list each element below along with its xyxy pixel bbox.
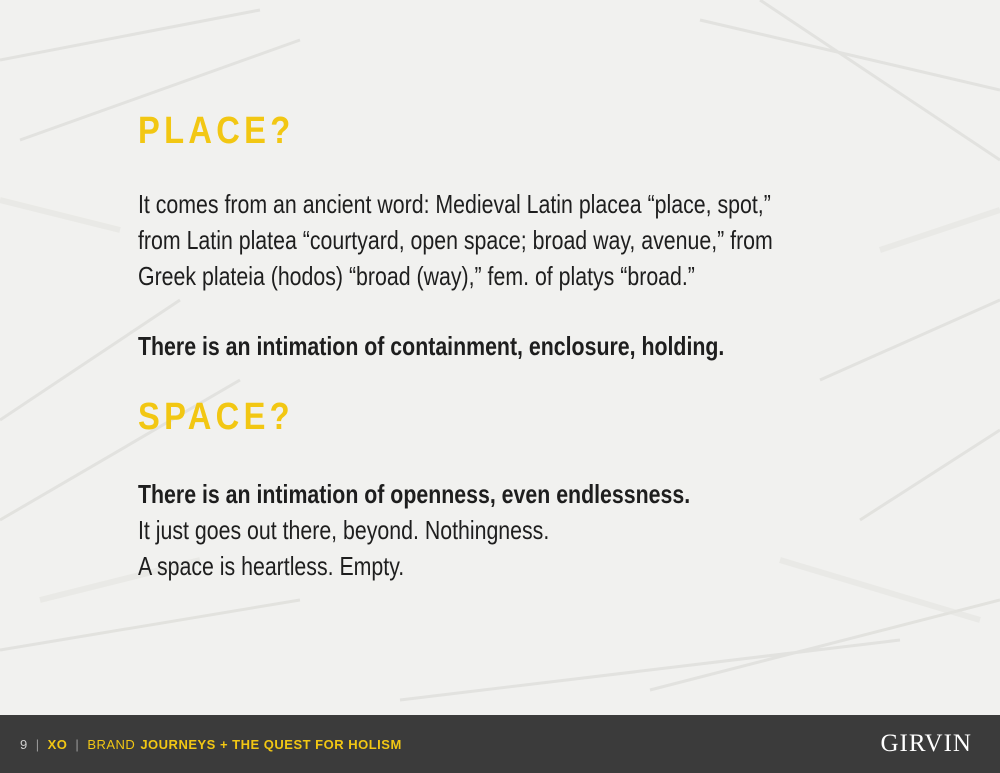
page-number: 9 bbox=[20, 736, 28, 752]
etymology-line: from Latin platea “courtyard, open space; broad way, avenue,” from bbox=[138, 225, 773, 255]
deck-title: JOURNEYS + THE QUEST FOR HOLISM bbox=[140, 736, 402, 752]
place-heading: PLACE? bbox=[138, 110, 295, 152]
footer-bar bbox=[0, 715, 1000, 773]
footer-separator: | bbox=[75, 736, 80, 752]
space-paragraph bbox=[138, 476, 876, 584]
girvin-logo: GIRVIN bbox=[880, 730, 972, 757]
slide-content bbox=[138, 108, 958, 584]
containment-statement bbox=[138, 328, 876, 364]
etymology-line: It comes from an ancient word: Medieval Latin placea “place, spot,” bbox=[138, 189, 771, 219]
space-heading: SPACE? bbox=[138, 396, 294, 438]
containment-text: There is an intimation of containment, enclosure, holding. bbox=[138, 331, 725, 361]
etymology-paragraph bbox=[138, 186, 876, 294]
openness-statement: There is an intimation of openness, even endlessness. bbox=[138, 479, 691, 509]
space-line: It just goes out there, beyond. Nothingness. bbox=[138, 515, 550, 545]
space-line: A space is heartless. Empty. bbox=[138, 551, 405, 581]
footer-separator: | bbox=[35, 736, 40, 752]
etymology-line: Greek plateia (hodos) “broad (way),” fem. of platys “broad.” bbox=[138, 261, 695, 291]
brand-label: BRAND bbox=[87, 736, 136, 752]
section-label: XO bbox=[47, 736, 68, 752]
footer-breadcrumb bbox=[20, 715, 402, 773]
